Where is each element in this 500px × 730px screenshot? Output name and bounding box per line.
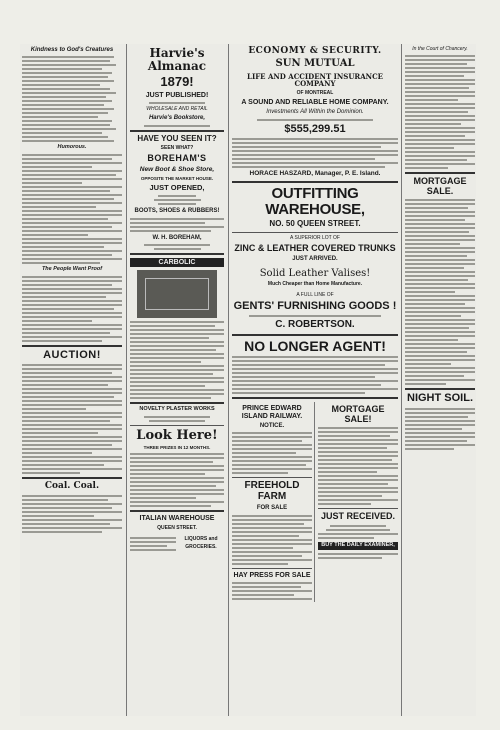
article-title: The People Want Proof — [41, 266, 103, 273]
just-arrived: JUST ARRIVED. — [292, 256, 338, 263]
novelty-plaster: NOVELTY PLASTER WORKS — [139, 406, 215, 413]
column-1 — [22, 44, 122, 716]
groceries-line: GROCERIES. — [185, 544, 217, 551]
valises-subline: Much Cheaper than Home Manufacture. — [267, 281, 363, 288]
solid-leather-valises: Solid Leather Valises! — [259, 267, 371, 279]
look-here-heading: Look Here! — [136, 427, 218, 443]
carbolic-banner: CARBOLIC — [130, 258, 224, 267]
hazard-manager: HORACE HASZARD, Manager, P. E. Island. — [249, 170, 381, 178]
almanac-title: Harvie's Almanac — [147, 46, 207, 73]
column-rule — [228, 44, 229, 716]
column-3 — [232, 44, 398, 716]
coal-heading: Coal. Coal. — [44, 481, 100, 492]
sound-reliable: A SOUND AND RELIABLE HOME COMPANY. — [241, 98, 389, 106]
left-subcolumn — [232, 402, 315, 602]
mortgage-sale-heading-2: MORTGAGE SALE. — [413, 176, 467, 196]
outfitting-address: NO. 50 QUEEN STREET. — [269, 219, 361, 229]
night-soil-heading: NIGHT SOIL. — [407, 392, 473, 405]
freehold-farm: FREEHOLD FARM — [244, 480, 300, 502]
farm-for-sale: FOR SALE — [256, 505, 288, 512]
column-2 — [130, 44, 224, 716]
just-opened: JUST OPENED, — [149, 183, 205, 193]
investments-line: Investments All Within the Dominion. — [266, 109, 364, 116]
full-line-of: A FULL LINE OF — [296, 291, 334, 298]
life-accident-insurance: LIFE AND ACCIDENT INSURANCE COMPANY — [247, 71, 383, 89]
right-subcolumn — [318, 402, 398, 602]
bookstore-name: Harvie's Bookstore, — [148, 115, 206, 122]
auction-text — [22, 364, 122, 474]
capital-amount: $555,299.51 — [284, 122, 346, 135]
liquors-line: LIQUORS and — [184, 535, 218, 542]
humorous-text — [22, 154, 122, 264]
auction-heading: AUCTION! — [43, 348, 101, 361]
of-montreal: OF MONTREAL — [296, 89, 334, 96]
italian-warehouse: ITALIAN WAREHOUSE — [139, 515, 215, 523]
column-rule — [401, 44, 402, 716]
buy-daily-examiner: BUY THE DAILY EXAMINER, — [318, 542, 398, 550]
new-boot-store: New Boot & Shoe Store, — [139, 165, 215, 173]
hay-press: HAY PRESS FOR SALE — [233, 571, 311, 579]
italian-queen-street: QUEEN STREET. — [157, 524, 197, 531]
gents-furnishing: GENTS' FURNISHING GOODS ! — [233, 299, 397, 312]
boreham-heading: BOREHAM'S — [147, 153, 207, 164]
have-you-seen-heading: HAVE YOU SEEN IT? — [137, 133, 217, 143]
railway-heading: PRINCE EDWARD ISLAND RAILWAY. — [241, 405, 303, 420]
sun-mutual: SUN MUTUAL — [275, 58, 355, 70]
article-text — [22, 276, 122, 342]
coal-text — [22, 495, 122, 533]
no-longer-agent: NO LONGER AGENT! — [244, 337, 386, 354]
boots-shoes-rubbers: BOOTS, SHOES & RUBBERS! — [134, 208, 220, 215]
humorous-heading: Humorous. — [57, 144, 87, 151]
superior-lot: A SUPERIOR LOT OF — [290, 234, 340, 241]
chancery-heading: In the Court of Chancery. — [412, 46, 468, 52]
outfitting-warehouse: OUTFITTING WAREHOUSE, — [265, 184, 365, 218]
almanac-subtitle: JUST PUBLISHED! — [145, 91, 209, 99]
mortgage-sale-heading: MORTGAGE SALE! — [331, 404, 385, 424]
column-4 — [405, 44, 475, 716]
opposite-market: OPPOSITE THE MARKET HOUSE. — [140, 175, 214, 181]
economy-security: ECONOMY & SECURITY. — [248, 46, 382, 56]
column-rule — [126, 44, 127, 716]
almanac-year: 1879! — [160, 74, 194, 90]
just-received: JUST RECEIVED. — [320, 511, 396, 522]
wholesale-line: WHOLESALE AND RETAIL — [146, 106, 208, 113]
robertson-name: C. ROBERTSON. — [275, 319, 355, 331]
seen-what-line: SEEN WHAT? — [160, 145, 194, 152]
boreham-name: W. H. BOREHAM, — [152, 234, 202, 241]
newspaper-page — [20, 44, 476, 716]
railway-notice: NOTICE. — [259, 423, 285, 430]
three-prizes: THREE PRIZES IN 12 MONTHS. — [143, 444, 211, 450]
carbolic-illustration — [137, 270, 217, 318]
poem-text — [22, 56, 122, 142]
poem-title: Kindness to God's Creatures — [30, 47, 114, 53]
zinc-leather-trunks: ZINC & LEATHER COVERED TRUNKS — [234, 243, 396, 254]
